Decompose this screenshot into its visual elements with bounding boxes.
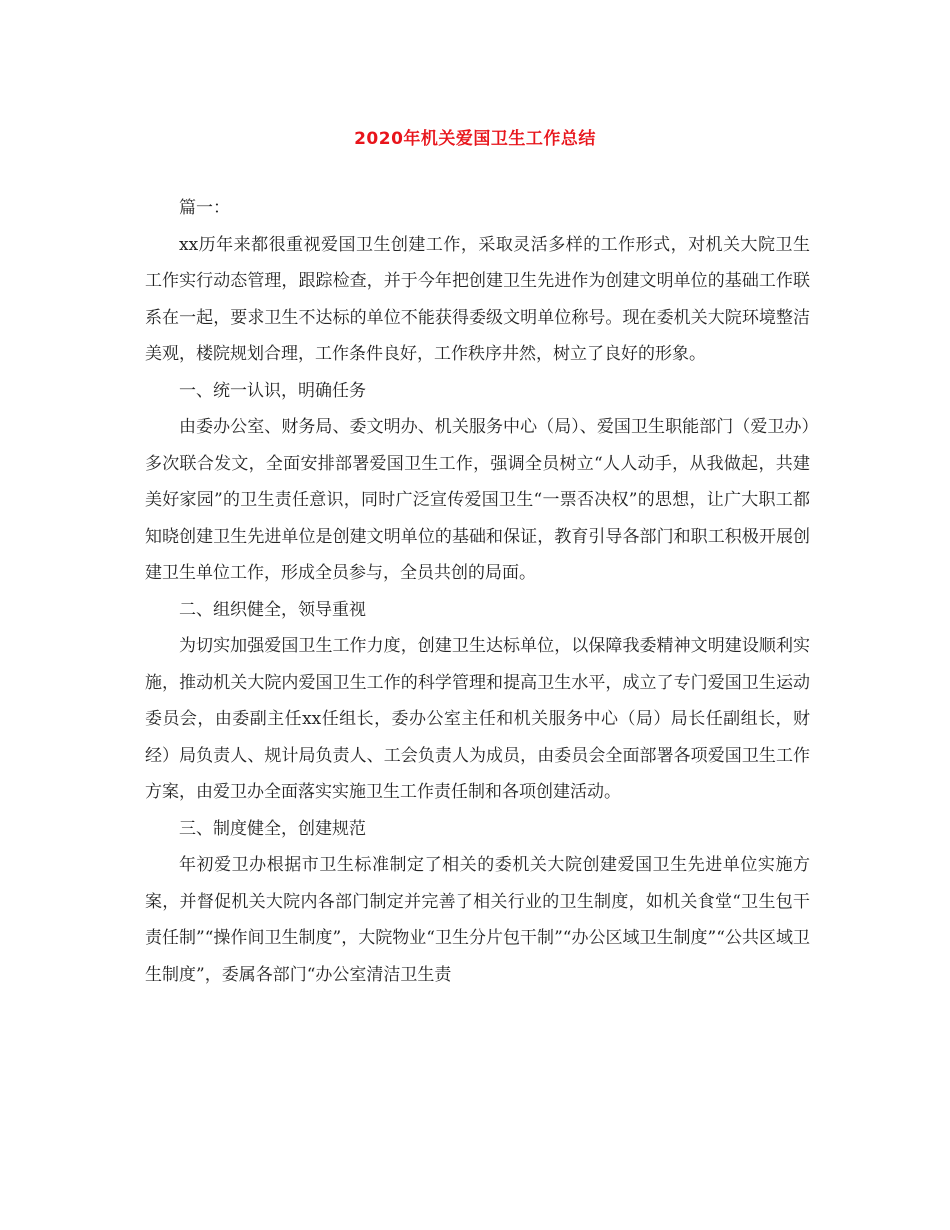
paragraph-part-label: 篇一： <box>179 198 230 218</box>
paragraph-section-3: 年初爱卫办根据市卫生标准制定了相关的委机关大院创建爱国卫生先进单位实施方案，并督促机关大院内各部门制定并完善了相关行业的卫生制度，如机关食堂“卫生包干责任制”“操作间卫生制度”，大院物业“卫生分片包干制”“办公区域卫生制度”“公共区域卫生制度”，委属各部门“办公室清洁卫生责 <box>145 855 810 985</box>
paragraph-section-2: 为切实加强爱国卫生工作力度，创建卫生达标单位，以保障我委精神文明建设顺利实施，推动机关大院内爱国卫生工作的科学管理和提高卫生水平，成立了专门爱国卫生运动委员会，由委副主任xx任组长，委办公室主任和机关服务中心（局）局长任副组长，财经）局负责人、规计局负责人、工会负责人为成员，由委员会全面部署各项爱国卫生工作方案，由爱卫办全面落实实施卫生工作责任制和各项创建活动。 <box>145 636 810 802</box>
section-heading-2: 二、组织健全，领导重视 <box>179 599 366 620</box>
paragraph-section-1: 由委办公室、财务局、委文明办、机关服务中心（局）、爱国卫生职能部门（爱卫办）多次联合发文，全面安排部署爱国卫生工作，强调全员树立“人人动手，从我做起，共建美好家园”的卫生责任意识，同时广泛宣传爱国卫生“一票否决权”的思想，让广大职工都知晓创建卫生先进单位是创建文明单位的基础和保证，教育引导各部门和职工积极开展创建卫生单位工作，形成全员参与，全员共创的局面。 <box>145 417 810 583</box>
section-heading-3: 三、制度健全，创建规范 <box>179 818 366 839</box>
document-body <box>145 190 810 993</box>
section-heading-1: 一、统一认识，明确任务 <box>179 380 366 401</box>
paragraph-intro: xx历年来都很重视爱国卫生创建工作，采取灵活多样的工作形式，对机关大院卫生工作实行动态管理，跟踪检查，并于今年把创建卫生先进作为创建文明单位的基础工作联系在一起，要求卫生不达标的单位不能获得委级文明单位称号。现在委机关大院环境整洁美观，楼院规划合理，工作条件良好，工作秩序井然，树立了良好的形象。 <box>145 234 810 364</box>
document-title: 2020年机关爱国卫生工作总结 <box>354 129 596 149</box>
